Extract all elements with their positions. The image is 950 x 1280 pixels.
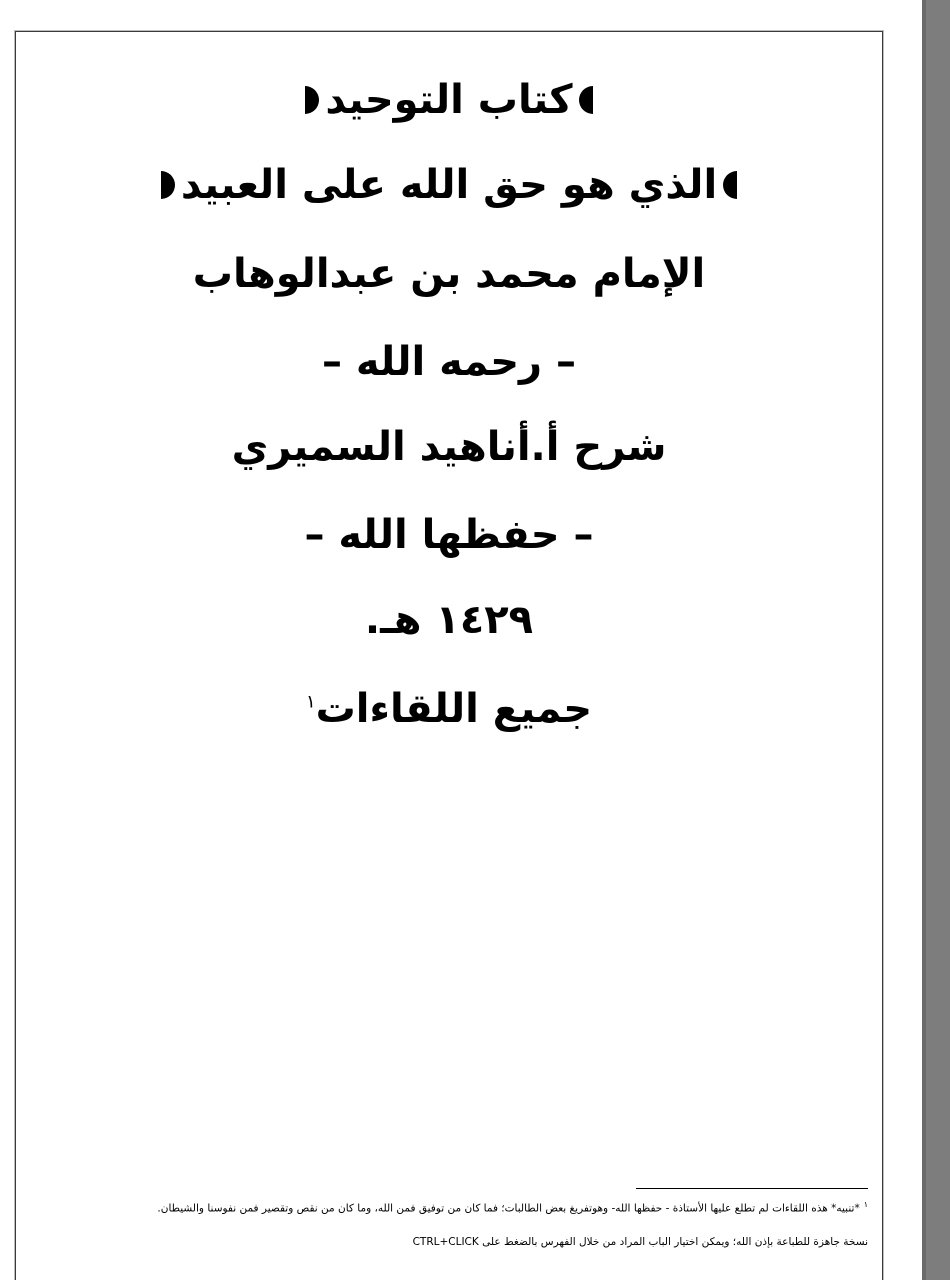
- ornament-bracket-right: [723, 171, 737, 199]
- commentary-blessing: – حفظها الله –: [304, 512, 594, 558]
- footnote-number: ١: [863, 1200, 868, 1209]
- collection-label: [16, 686, 882, 732]
- footnote-reference[interactable]: ١: [305, 691, 316, 713]
- collection-label-text: جميع اللقاءات: [315, 686, 593, 732]
- book-title: [16, 77, 882, 123]
- author-name: الإمام محمد بن عبدالوهاب: [192, 251, 706, 297]
- book-title-text: كتاب التوحيد: [325, 77, 573, 123]
- ornament-bracket-left: [305, 86, 319, 114]
- document-page: [15, 31, 883, 1280]
- footnote-separator: [636, 1188, 868, 1189]
- commentary-author: شرح أ.أناهيد السميري: [231, 424, 667, 470]
- vertical-scrollbar[interactable]: [922, 0, 950, 1280]
- footnote: [32, 1200, 868, 1215]
- ornament-bracket-left: [161, 171, 175, 199]
- hijri-year: ١٤٢٩ هـ.: [364, 597, 534, 643]
- print-note: نسخة جاهزة للطباعة بإذن الله؛ ويمكن اختيار الباب المراد من خلال الفهرس بالضغط على CTRL+CLICK: [412, 1236, 868, 1248]
- author-blessing: – رحمه الله –: [321, 339, 577, 385]
- footnote-text: *تنبيه* هذه اللقاءات لم تطلع عليها الأستاذة - حفظها الله- وهوتفريغ بعض الطالبات؛ فما كان من توفيق فمن الله، وما كان من نقص وتقصير فمن نفوسنا والشيطان.: [157, 1202, 860, 1215]
- ornament-bracket-right: [579, 86, 593, 114]
- book-subtitle: [16, 162, 882, 208]
- book-subtitle-text: الذي هو حق الله على العبيد: [180, 162, 718, 208]
- scrollbar-edge: [922, 0, 926, 1280]
